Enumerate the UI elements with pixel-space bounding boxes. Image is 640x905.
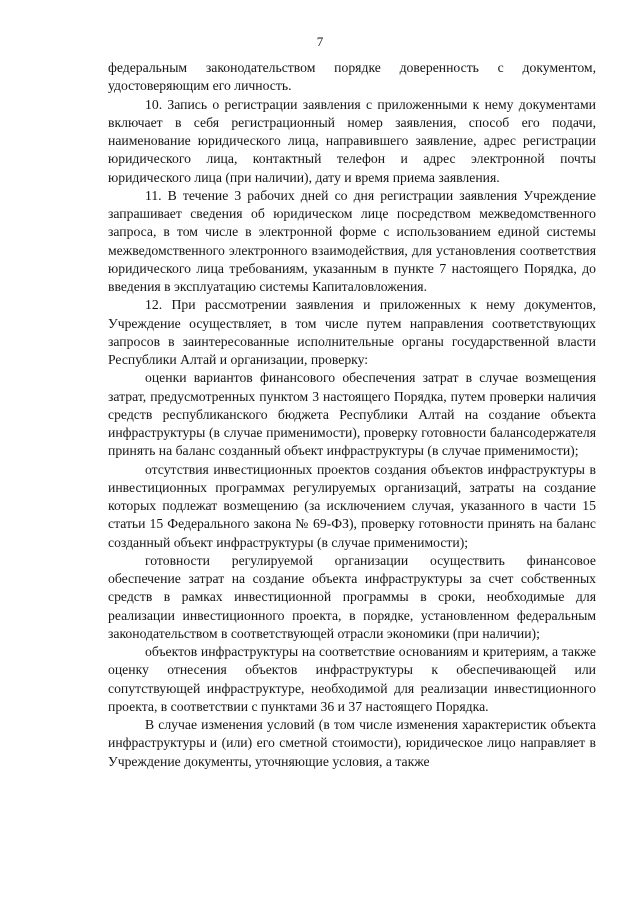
paragraph-conditions-change: В случае изменения условий (в том числе изменения характеристик объекта инфраструктуры и (или) его сметной стоимости), юридическое лицо направляет в Учреждение документы, уточняющие условия, а также bbox=[108, 717, 596, 769]
paragraph-check-investment-projects: отсутствия инвестиционных проектов создания объектов инфраструктуры в инвестиционных программах регулируемых организаций, затраты на создание которых подлежат возмещению (за исключением случая, указанного в части 15 статьи 15 Федерального закона № 69-ФЗ), проверку готовности принять на баланс созданный объект инфраструктуры (в случае применимости); bbox=[108, 461, 596, 550]
page-number: 7 bbox=[316, 34, 324, 49]
paragraph-item-11: 11. В течение 3 рабочих дней со дня регистрации заявления Учреждение запрашивает сведения об юридическом лице посредством межведомственного запроса, в том числе в электронной форме с использованием единой системы межведомственного электронного взаимодействия, для установления соответствия юридического лица требованиям, указанным в пункте 7 настоящего Порядка, до введения в эксплуатацию системы Капиталовложения. bbox=[108, 187, 596, 294]
document-body bbox=[108, 59, 596, 771]
paragraph-item-12: 12. При рассмотрении заявления и приложенных к нему документов, Учреждение осуществляет, в том числе путем направления соответствующих запросов в заинтересованные исполнительные органы государственной власти Республики Алтай и организации, проверку: bbox=[108, 297, 596, 367]
paragraph-continuation: федеральным законодательством порядке доверенность с документом, удостоверяющим его личность. bbox=[108, 60, 596, 94]
paragraph-check-financing: оценки вариантов финансового обеспечения затрат в случае возмещения затрат, предусмотренных пунктом 3 настоящего Порядка, путем проверки наличия средств республиканского бюджета Республики Алтай на создание объекта инфраструктуры (в случае применимости), проверку готовности балансодержателя принять на баланс созданный объект инфраструктуры (в случае применимости); bbox=[108, 370, 596, 459]
paragraph-check-readiness: готовности регулируемой организации осуществить финансовое обеспечение затрат на создание объекта инфраструктуры за счет собственных средств в рамках инвестиционной программы в сроки, необходимые для реализации инвестиционного проекта, в порядке, установленном федеральным законодательством в соответствующей отрасли экономики (при наличии); bbox=[108, 552, 596, 641]
paragraph-check-criteria: объектов инфраструктуры на соответствие основаниям и критериям, а также оценку отнесения объектов инфраструктуры к обеспечивающей или сопутствующей инфраструктуре, необходимой для реализации инвестиционного проекта, в соответствии с пунктами 36 и 37 настоящего Порядка. bbox=[108, 644, 596, 714]
paragraph-item-10: 10. Запись о регистрации заявления с приложенными к нему документами включает в себя регистрационный номер заявления, способ его подачи, наименование юридического лица, направившего заявление, адрес регистрации юридического лица, контактный телефон и адрес электронной почты юридического лица (при наличии), дату и время приема заявления. bbox=[108, 96, 596, 185]
